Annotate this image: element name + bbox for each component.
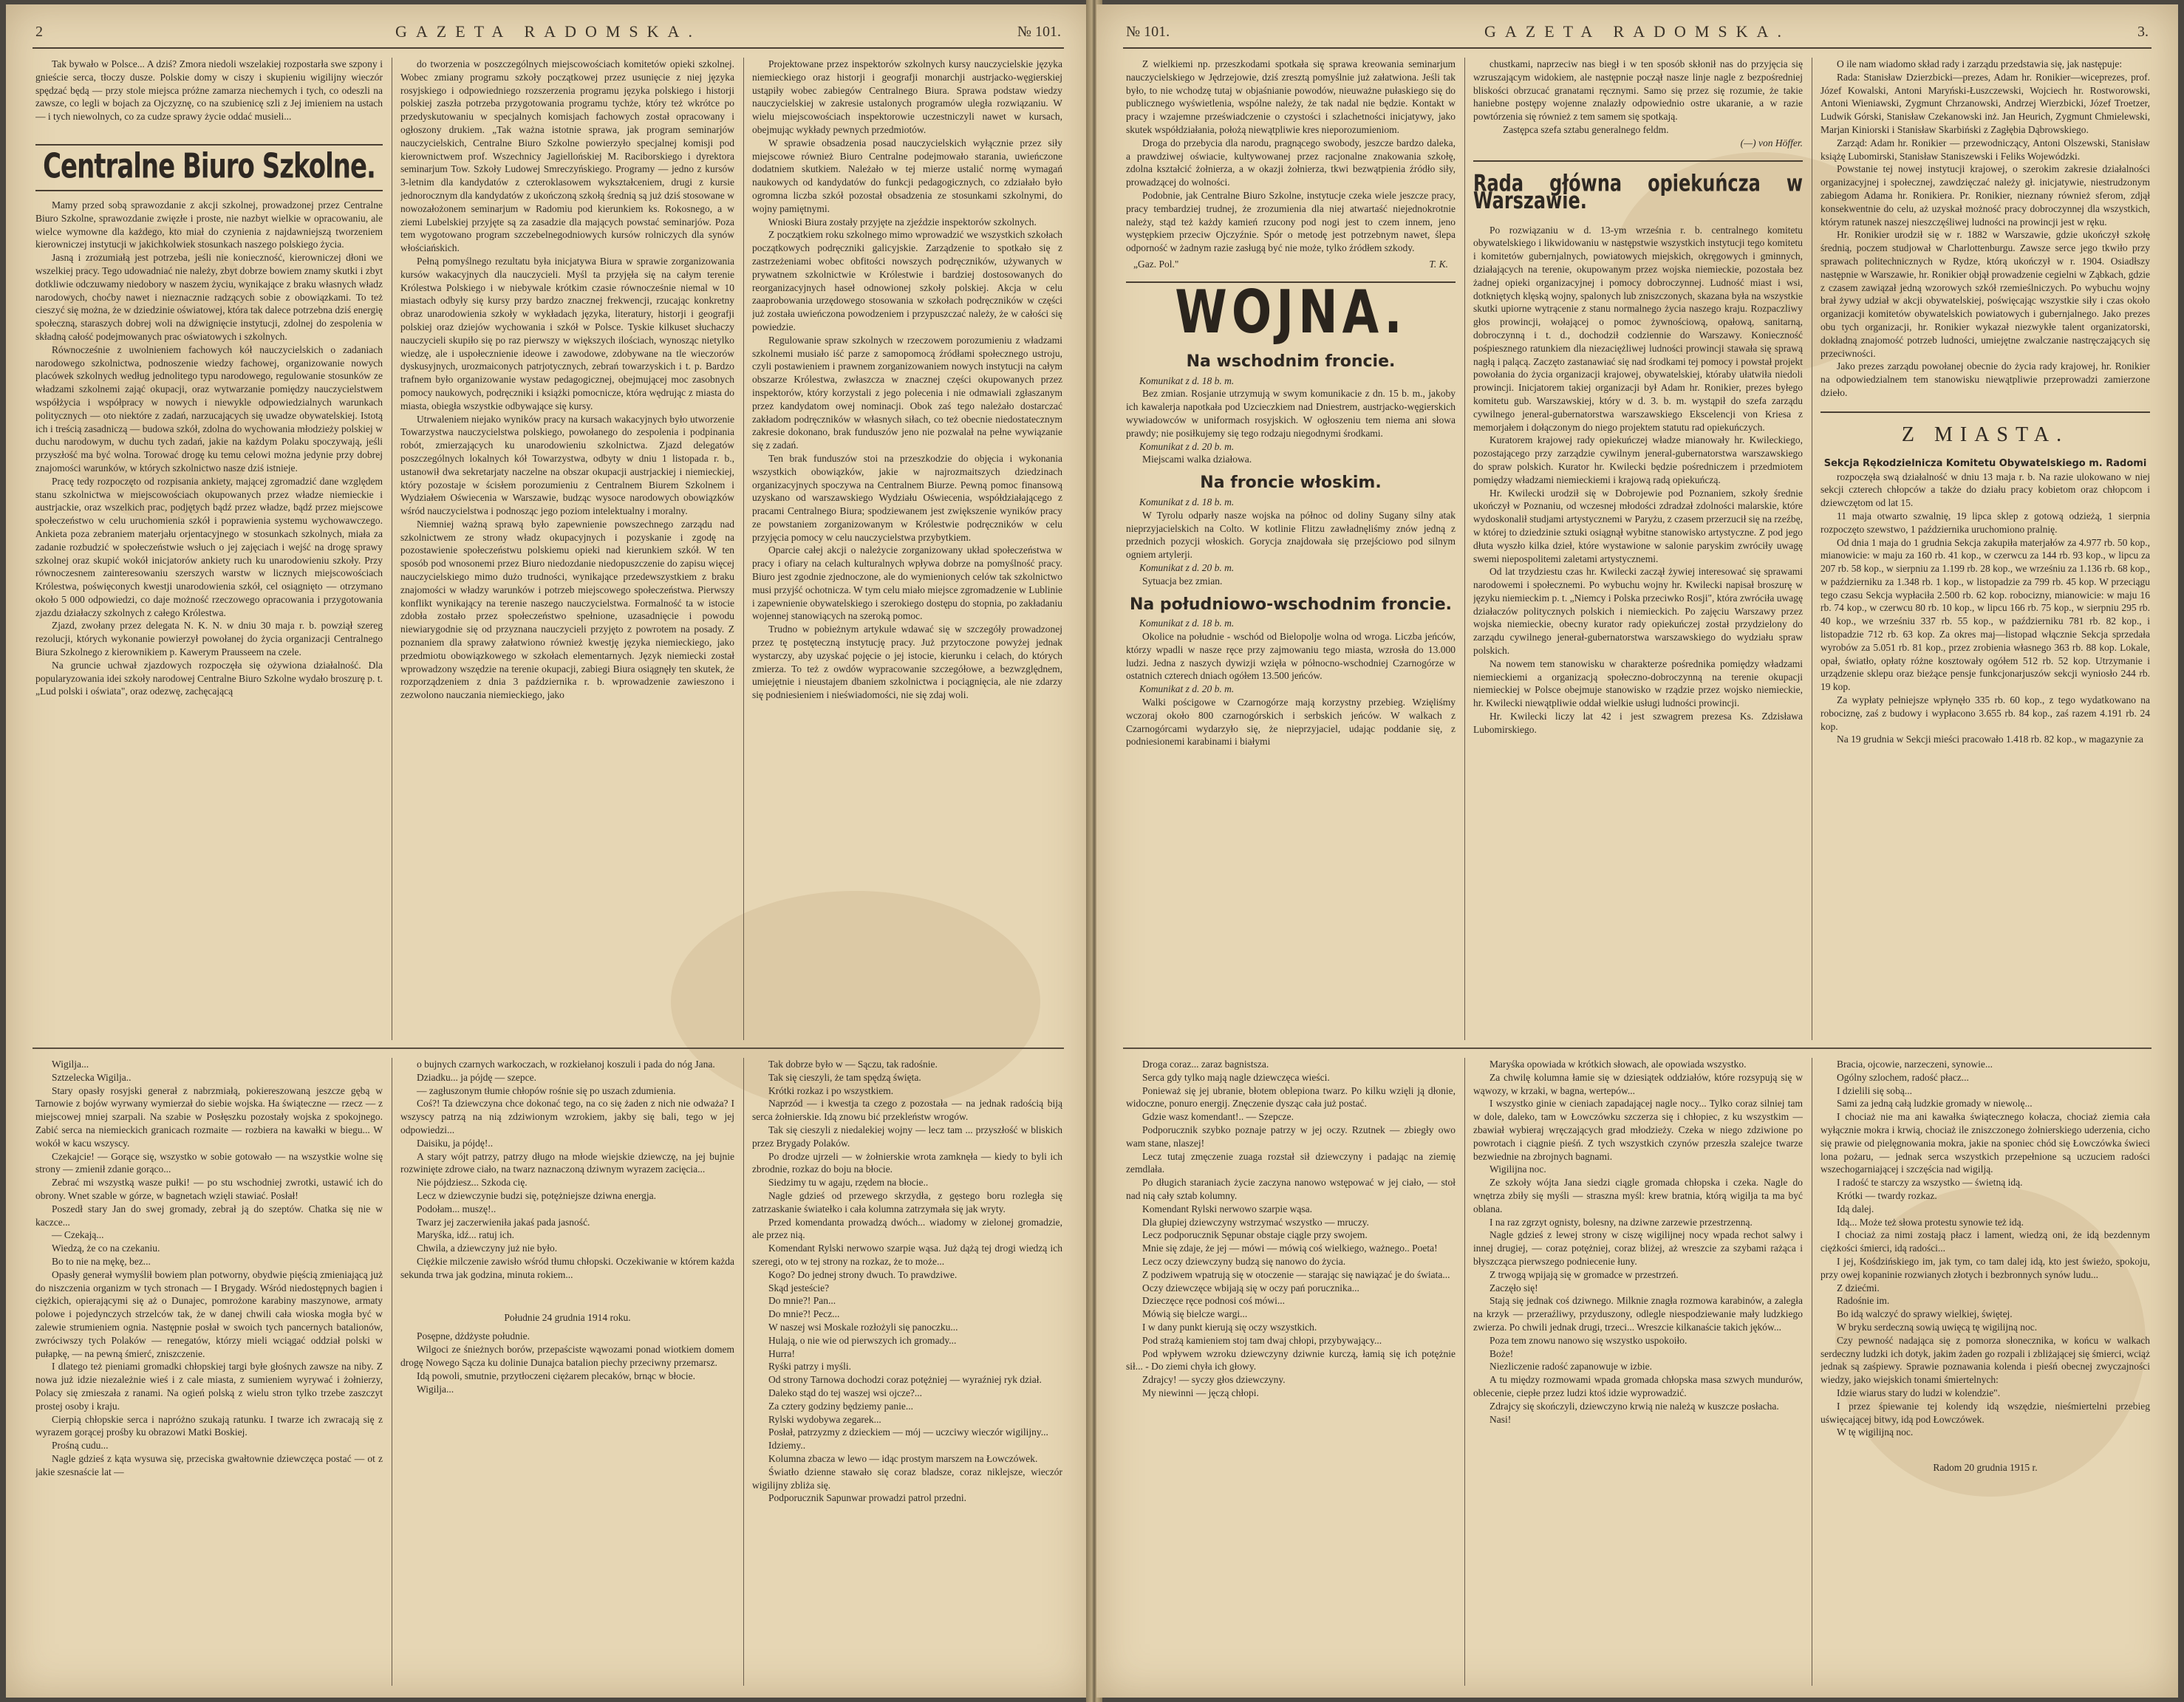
paragraph: W bryku serdeczną sowią uwięcą tę wigilijną noc. xyxy=(1837,1321,2038,1333)
paragraph: Z dziećmi. xyxy=(1837,1282,1880,1293)
page-number: 2 xyxy=(35,24,43,40)
issue-number: № 101. xyxy=(1017,24,1061,40)
paragraph: Wiedzą, że co na czekaniu. xyxy=(52,1243,160,1254)
paragraph: Na gruncie uchwał zjazdowych rozpoczęła się ożywiona działalność. Dla popularyzowania idei szkoły narodowej Centralne Biuro Szkolne wydało broszurę p. t. „Lud polski i oświata", oraz odezwę, zachęcającą xyxy=(35,659,383,697)
communique-text: Miejscami walka działowa. xyxy=(1142,454,1252,465)
paragraph: I radość te starczy za wszystko — świetną idą. xyxy=(1837,1177,2023,1189)
paragraph: Do mnie?! Pecz... xyxy=(768,1308,840,1320)
paragraph: Naprzód — i kwestja ta czego z pozostała — na jednak radością biją serca żołnierskie. Idą znowu bić przekleństw wrogów. xyxy=(752,1098,1062,1123)
paragraph: Posłał, patrzyzmy z dzieckiem — mój — uczciwy wieczór wigilijny... xyxy=(768,1426,1048,1438)
paragraph: Idą powoli, smutnie, przytłoczeni ciężarem plecaków, brnąc w błocie. xyxy=(417,1370,695,1381)
paragraph: Równocześnie z uwolnieniem fachowych kół nauczycielskich o zadaniach narodowego szkolnictwa, podnoszenie wiedzy fachowej, organizowanie nowych placówek szkolnych według jednolitego typu narodowego, regulowanie stosunków ze władzami szkolnemi zająć okupacji, oraz wytwarzanie pomiędzy nauczycielstwem współżycia i współpracy w nowych i niewykle odpowiedzialnych warunkach politycznych — oto niektóre z zadań, narzucających się uwadze obywatelskiej. Istotą ich i treścią zasadniczą — budowa szkół, zdolna do wychowania młodzieży polskiej w duchu narodowym, w duchu tych zadań, jakie na każdym Polaku spoczywają, jeśli przyszłość ma być wolna. Torować drogę ku temu celowi można jedynie przy dobrej znajomości warunków, w których szkolnictwo nasze dziś istnieje. xyxy=(35,344,383,474)
paragraph: Okolice na południe - wschód od Bielopolje wolna od wroga. Liczba jeńców, którzy wpadli w nasze ręce przy zajmowaniu tego miasta, wzrosła do 13.000 ludzi. Jedna z naszych dywizji wzięła w północno-wschodniej Czarnogórze w ostatnich czterech dniach ogółem 13.500 jeńców. xyxy=(1126,631,1456,682)
paragraph: Mnie się zdaje, że jej — mówi — mówią coś wielkiego, ważnego.. Poeta! xyxy=(1142,1243,1438,1254)
paragraph: Radośnie im. xyxy=(1837,1295,1890,1307)
paragraph: — Czekają... xyxy=(52,1229,104,1241)
paragraph: Zaczęło się! xyxy=(1489,1282,1538,1293)
paragraph: Na nowem tem stanowisku w charakterze pośrednika pomiędzy władzami niemieckiemi a organizacją społeczno-dobroczynną na terenie okupacji niemieckiej w Polsce obejmuje stanowisko w rządzie przez wojsko niemieckie, hr. Kwilecki niewątpliwie oddał wielkie usługi ludności prowincji. xyxy=(1473,657,1803,709)
paragraph: Zarząd: Adam hr. Ronikier — przewodniczący, Antoni Olszewski, Stanisław książę Lubomirski, Stanisław Staniszewski i Feliks Wojewódzki. xyxy=(1820,137,2150,162)
paragraph: Droga do przebycia dla narodu, pragnącego swobody, jeszcze bardzo daleka, a prawdziwej oświacie, kultywowanej przez racjonalne znakowania szkołę, zdolna kształcić żołnierza, a w okazji żołnierza, tkwi bezwątpienia źródło siły, prowadzącej do wolności. xyxy=(1126,137,1456,188)
paragraph: Jako prezes zarządu powołanej obecnie do życia rady krajowej, hr. Ronikier na odpowiedzialnem tem stanowisku niewątpliwie przeprowadzi zamierzone dzieło. xyxy=(1820,360,2150,398)
feuilleton-col-1 xyxy=(1126,1058,1456,1686)
paragraph: Podporucznik Sapunwar prowadzi patrol przedni. xyxy=(768,1492,967,1504)
paragraph: Zdrajcy się skończyli, dziewczyno krwią nie należą w kuszcze posłacha. xyxy=(1489,1400,1779,1412)
paragraph: Hurra! xyxy=(768,1347,795,1359)
paragraph: Boże! xyxy=(1489,1347,1514,1359)
paragraph: W tę wigilijną noc. xyxy=(1837,1426,1914,1438)
paragraph: Zdrajcy! — syczy głos dziewczyny. xyxy=(1142,1374,1286,1386)
paragraph: Podobnie, jak Centralne Biuro Szkolne, instytucje czeka wiele jeszcze pracy, pracy tembardziej trudnej, że zrozumienia dla niej atwartaść niejednokrotnie należy, stąd też każdy kamień rzucony pod nogi jest to czem innem, jeno występkiem przeciw Ojczyźnie. Spór o metodę jest potrzebnym nawet, ślepa odporność w żadnym razie zasługą być nie może, tylko źródłem szkody. xyxy=(1126,189,1456,254)
column-1 xyxy=(1126,58,1456,1040)
paragraph: Mamy przed sobą sprawozdanie z akcji szkolnej, prowadzonej przez Centralne Biuro Szkolne, sprawozdanie zwięzłe i proste, nie nazbyt wielkie w opracowaniu, ale wielce wymowne dla każdego, kto miał do czynienia z najdawniejszą tworzeniem kierowniczej instytucji w jakichkolwiek stosunkach naszego polskiego życia. xyxy=(35,199,383,250)
column-2 xyxy=(1473,58,1803,1040)
paragraph: Zjazd, zwołany przez delegata N. K. N. w dniu 30 maja r. b. powziął szereg rezolucji, których wykonanie powierzył powołanej do życia organizacji Centralnego Biura Szkolnego z kierownikiem p. Kawerym Prausseem na czele. xyxy=(35,620,383,658)
page-2 xyxy=(6,4,1091,1698)
paragraph: Siedzimy tu w agaju, rzędem na błocie.. xyxy=(768,1177,929,1189)
section-subheading: Sekcja Rękodzielnicza Komitetu Obywatelskiego m. Radomi xyxy=(1823,457,2147,469)
section-heading: Na wschodnim froncie. xyxy=(1186,352,1396,371)
paragraph: Po długich staraniach życie zaczyna nanowo wstępować w jej ciało, — stoł nad nią cały sztab kolumny. xyxy=(1126,1177,1456,1201)
paragraph: I dlatego też pieniami gromadki chłopskiej targi byłe głośnych zawsze na niby. Z nowa już idzie niezależnie wieś i z cale miasta, z sumieniem wyrywać i żołnierzy, Polacy się zmieszała z ranami. Na ogień polską z wielu stron tylko trzebe zaszczyt prostej osoby i kraju. xyxy=(35,1361,383,1412)
communique-date: Komunikat z d. 20 b. m. xyxy=(1139,683,1235,695)
paragraph: Tak bywało w Polsce... A dziś? Zmora niedoli wszelakiej rozpostarła swe szpony i gnieście serca, tłoczy dusze. Polskie domy w ciszy i skupieniu wigilijny wieczór spędzać będą — przy stole miejsca próżne zamarza niechemych i tych, co odeszli na zawsze, co legli w bojach za Ojczyznę, co na szubienicę szli z Jej imieniem na ustach — i tych niewolnych, co za cudze sprawy życie oddać musieli... xyxy=(35,58,383,123)
paragraph: Z trwogą wpijają się w gromadce w przestrzeń. xyxy=(1489,1268,1679,1280)
paragraph: Od strony Tarnowa dochodzi coraz potężniej — wyraźniej ryk dział. xyxy=(768,1374,1042,1386)
paragraph: Z podziwem wpatrują się w otoczenie — starając się nawiązać je do świata... xyxy=(1142,1268,1450,1280)
page-number: 3. xyxy=(2137,24,2149,40)
column-2 xyxy=(400,58,734,1040)
paragraph: Idzie wiarus stary do ludzi w kolendzie". xyxy=(1837,1387,2001,1398)
paragraph: Hulają, o nie wie od pierwszych ich gromady... xyxy=(768,1334,957,1346)
paragraph: Krótki rozkaz i po wszystkiem. xyxy=(768,1084,894,1096)
paragraph: Mówią się bielcze wargi... xyxy=(1142,1308,1248,1320)
paragraph: Pod strażą kamieniem stoj tam dwaj chłopi, przybywający... xyxy=(1142,1334,1382,1346)
headline-box xyxy=(35,144,383,191)
headline: Centralne Biuro Szkolne. xyxy=(43,146,375,187)
paragraph: Kuratorem krajowej rady opiekuńczej władze mianowały hr. Kwileckiego, pozostającego przy zarządzie cywilnym jeneral-gubernatorstwa warszawskiego do spraw polskich. Kurator hr. Kwilecki będzie pośredniczem i przedmiotem pomiędzy władzami niemieckiemi i krajową radą opiekuńczą. xyxy=(1473,434,1803,485)
paragraph: Idą dalej. xyxy=(1837,1203,1874,1214)
paragraph: Podołam... muszę!.. xyxy=(417,1203,496,1214)
paragraph: Poza tem znowu nanowo się wszystko uspokoiło. xyxy=(1489,1334,1688,1346)
paragraph: Sami za jedną całą ludzkie gromady w niewolę... xyxy=(1837,1098,2033,1110)
communique-text: Sytuacja bez zmian. xyxy=(1142,575,1223,587)
paragraph: rozpoczęła swą działalność w dniu 13 maja r. b. Na razie ulokowano w niej sekcji czterech chłopców a także do działu pracy kobietom oraz chłopcom i dziewczętom od lat 15. xyxy=(1820,471,2150,509)
paragraph: Nagle gdzieś z lewej strony w ciszę wigilijnej nocy wpada rechot salwy i innej drugiej, — coraz potężniej, coraz bliżej, aż wreszcie za szybami rażąca i błyszcząca pierwszego podniecenie łuny. xyxy=(1473,1229,1803,1267)
war-headline: WOJNA. xyxy=(1175,278,1407,347)
paragraph: O ile nam wiadomo skład rady i zarządu przedstawia się, jak następuje: xyxy=(1837,58,2123,69)
paragraph: Ryśki patrzy i myśli. xyxy=(768,1361,851,1373)
feuilleton-col-2 xyxy=(400,1058,734,1686)
column-3 xyxy=(752,58,1062,1040)
paragraph: I jej, Kośdzińskiego im, jak tym, co tam dalej idą, kto jest świeżo, spokoju, przy owej kopaninie rozwianych złotych i bezbronnych synów ludu... xyxy=(1820,1255,2150,1280)
paragraph: I dzielili się sobą... xyxy=(1837,1084,1912,1096)
paragraph: Stary opasły rosyjski generał z nabrzmiałą, pokiereszowaną jeszcze gębą w Tarnowie z bojów wyrwany wymierzał do siebie wojska. Ha świąteczne — rzecz — z miejscowej mniej szarpali. Na szabie w Posłęszku pozostały wojska z spokojnego. Zabić serca na niemieckich granicach rozmaite — rozbiera na kawałki w biegu... W wokół w kacu wszyscy. xyxy=(35,1084,383,1149)
paragraph: Nasi! xyxy=(1489,1413,1512,1425)
paragraph: Niemniej ważną sprawą było zapewnienie powszechnego zarządu nad szkolnictwem ze strony władz okupacyjnych i pozyskanie i zgodę na pozostawienie społeczeństwu polskiemu opieki nad kierunkiem szkół. W ten sposób pod wnosonemi przez Biuro niedozdanie niedopuszczenie do zapisu więcej nauczycielskiego mimo dużo trudności, wynikające przedewszystkiem z braku znajomości w władzy warunków i potrzeb miejscowego społeczeństwa. Pierwszy konflikt wynikający na terenie naszego nauczycielstwa. Formalność ta w istocie zdobła zostało przez społeczeństwo spełnione, uzasadnięcie i powodu niewiarygodnie się od przyznana nauczycieli przyjęto z powrotem na posady. Z poznaniem dla sprawy załatwiono również kwestję języka niemieckiego, jako przedmiotu obowiązkowego w szkołach elementarnych. Język niemiecki został wprowadzony wszędzie na terenie okupacji, zabiegi Biura osiągnęły ten skutek, że rozporządzeniem z dnia 3 października r. b. wprowadzenie zawieszono i zezwolono nauczania niemieckiego, jako xyxy=(400,518,734,701)
section-heading: Na południowo-wschodnim froncie. xyxy=(1129,595,1453,614)
paragraph: Pod wpływem wzroku dziewczyny dziwnie kurczą, łamią się ich potężnie sił... - Do ziemi chyła ich głowy. xyxy=(1126,1347,1456,1373)
paragraph: A tu między rozmowami wpada gromada chłopska masa szwych mundurów, oblecenie, ciepłe przez ludzi ktoś idzie wyprowadzić. xyxy=(1473,1374,1803,1398)
paragraph: Tak dobrze było w — Sączu, tak radośnie. xyxy=(768,1059,938,1070)
source-sign: „Gaz. Pol." xyxy=(1133,258,1179,270)
paragraph: Idziemy.. xyxy=(768,1440,806,1452)
paragraph: W sprawie obsadzenia posad nauczycielskich wyłącznie przez siły miejscowe również Biuro Centralne podejmowało starania, uwieńczone dodatniem skutkiem. Należało w tej mierze ustalić normę wymagań naukowych od kandydatów do funkcji pedagogicznych, co zdziałało było ogromna liczba szkół pozostał obsadzenia ze stosunkami szkolnymi, do wojny pamiętnymi. xyxy=(752,137,1062,214)
paragraph: Pełną pomyślnego rezultatu była inicjatywa Biura w sprawie zorganizowania kursów wakacyjnych dla nauczycieli. Myśl ta przyjęła się na całym terenie Królestwa Polskiego i w niebywale krótkim czasie równocześnie niemal w 10 miastach odbyły się kursy przy bardzo znacznej frekwencji, rzucając konkretny obraz unarodowienia szkoły w wykładach języka, literatury, historji i geografji polskiej oraz dziejów wychowania i szkół w Polsce. Tyskie kilkuset słuchaczy nauczycieli skupiło się po raz pierwszy w większych ilościach, wynosząc nietylko wiedzę, ale i uspołecznienie ideowe i zawodowe, zdobywane na tle wieczorów dyskusyjnych, urozmaiconych patrjotycznych, zebrań towarzyskich i t. p. Bardzo trafnem było organizowanie wystaw pedagogicznej, obejmującej moc zasobnych pomocy naukowych, podręczniki i książki pomocnicze, która wędrując z miasta do miasta, obiegła wszystkie odbywające się kursy. xyxy=(400,255,734,411)
paragraph: Jasną i zrozumiałą jest potrzeba, jeśli nie konieczność, kierowniczej dłoni we wszelkiej pracy. Tego udowadniać nie należy, zbyt dobrze bowiem znamy skutki i zbyt dotkliwie odczuwamy niedobory w naszem życiu, wynikające z braku własnych władz narodowych, choćby nawet i nieznacznie radzących sobie z obowiązkami. To też cieszyć się można, że w dziedzinie oświatowej, która tak dalece potrzebna dziś energię społeczną, staraszych dobrej woli na dźwignięcie instytucji, zdolnej do zespolenia w składną całość podejmowanych prac oświatowych i szkolnych. xyxy=(35,252,383,342)
paragraph: — zagłuszonym tłumie chłopów rośnie się po uszach zdumienia. xyxy=(417,1084,676,1096)
paragraph: Niezliczenie radość zapanowuje w izbie. xyxy=(1489,1361,1653,1373)
paragraph: I wszystko ginie w cieniach zapadającej nagle nocy... Tylko coraz silniej tam w dole, daleko, tam w Łowczówku szczerza się i chłopiec, z ku wszystkim — zbawiał wybieraj wręczających grad młodzieży. Czeka w niego zdziwione po powrotach i ciągnie pieśń. Z tych wszystkich czynów przeszła szalejce twarze bezwiednie na zbrojnych bagnami. xyxy=(1473,1098,1803,1162)
paragraph: Ciężkie milczenie zawisło wśród tłumu chłopski. Oczekiwanie w którem każda sekunda trwa jak godzina, minuta rokiem... xyxy=(400,1255,734,1280)
paragraph: Oczy dziewczęce wbijają się w oczy pań porucznika... xyxy=(1142,1282,1359,1293)
paragraph: Dziadku... ja pójdę — szepce. xyxy=(417,1071,536,1083)
paragraph: Droga coraz... zaraz bagnistsza. xyxy=(1142,1059,1269,1070)
paragraph: Bo to nie na mękę, bez... xyxy=(52,1255,151,1267)
paragraph: Za cztery godziny będziemy panie... xyxy=(768,1400,914,1412)
paragraph: Na 19 grudnia w Sekcji mieści pracowało 1.418 rb. 82 kop., w magazynie za xyxy=(1837,734,2144,745)
paragraph: W Tyrolu odparły nasze wojska na północ od doliny Sugany silny atak nieprzyjacielskich na Colto. W kotlinie Flitzu zawładnęliśmy znów jedną z przednich pozycji włoskich. Gorycja znajdowała się przejściowo pod silnym ogniem artylerji. xyxy=(1126,509,1456,561)
paragraph: Maryśka opowiada w krótkich słowach, ale opowiada wszystko. xyxy=(1489,1059,1747,1070)
section-heading: Na froncie włoskim. xyxy=(1200,474,1382,493)
dateline: Radom 20 grudnia 1915 r. xyxy=(1933,1462,2038,1474)
paragraph: Lecz tutaj zmęczenie zuaga rozstał sił dziewczyny i padając na ziemię zemdlała. xyxy=(1126,1150,1456,1175)
paragraph: Maryśka, idź... ratuj ich. xyxy=(417,1229,514,1241)
paragraph: Twarz jej zaczerwieniła jakaś pada jasność. xyxy=(417,1216,590,1228)
paragraph: Tak się cieszyli z niedalekiej wojny — lecz tam ... przyszłość w bliskich przez Brygady Polaków. xyxy=(752,1124,1062,1149)
paragraph: I przez śpiewanie tej kolendy idą wszędzie, nieśmiertelni przebieg uświęcającej bitwy, idą pod Łowczówek. xyxy=(1820,1400,2150,1425)
paragraph: Projektowane przez inspektorów szkolnych kursy nauczycielskie języka niemieckiego oraz historji i geografji monarchji austrjacko-węgierskiej ustąpiły wobec zabiegów Centralnego Biura. Sprawa podstaw wiedzy nauczycielskiej w zakresie ustalonych programów uległa rozwiązaniu. W wielu miejscowościach inspektorowie uczestniczyli nawet w kursach, obejmując wykłady pewnych przedmiotów. xyxy=(752,58,1062,135)
paragraph: Tak się cieszyli, że tam spędzą święta. xyxy=(768,1071,921,1083)
paragraph: I chociaż nie ma ani kawałka świątecznego kołacza, chociaż ziemia cała wyłącznie mokra i krwią, chociaż ile zniszczonego żołnierskiego uderzenia, cicho się prawie od pielęgnowania mokra, jakie na sponiec chód się Łowczówka świeci lona pożaru, — jednak serca wszystkich przepełnione są uczuciem radości wszechogarniającej i szczęścia nad wigilją. xyxy=(1820,1111,2150,1175)
paragraph: Skąd jesteście? xyxy=(768,1282,830,1293)
feuilleton-col-2 xyxy=(1473,1058,1803,1686)
feuilleton-col-3 xyxy=(1820,1058,2150,1686)
paragraph: Ten brak funduszów stoi na przeszkodzie do objęcia i wykonania wszystkich obowiązków, jakie w najrozmaitszych dziedzinach organizacyjnych spoczywa na Centralnem Biurze. Pewną pomoc finansową uzyskano od warszawskiego Wydziału Oświecenia, współdziałającego z pracami Centralnego Biura; spodziewanem jest zwiększenie wyników pracy ze powstaniem zorganizowanym w Królestwie podręczników w celu przyjęcia pomocy w celu nauczycielstwa przybytkiem. xyxy=(752,452,1062,543)
paragraph: Oparcie całej akcji o należycie zorganizowany układ społeczeństwa w pracy i ofiary na celach kulturalnych wpływa dobrze na pomyślność pracy. Biuro jest zgodnie zjednoczone, ale do wymienionych celów tak szkolnictwo musi przyjść ochotnicza. W tym celu miało miejsce zgromadzenie w Lublinie i zapewnienie obywatelskiego i szerokiego dostępu do stopnia, po zakładaniu wojennej stanowiących na szeroką pomoc. xyxy=(752,544,1062,622)
paragraph: Lecz podporucznik Sępunar obstaje ciągle przy swojem. xyxy=(1142,1229,1368,1241)
paragraph: Bo idą walczyć do sprawy wielkiej, świętej. xyxy=(1837,1308,2013,1320)
page-3 xyxy=(1096,4,2178,1698)
paragraph: Kolumna zbacza w lewo — idąc prostym marszem na Łowczówek. xyxy=(768,1452,1038,1464)
communique-date: Komunikat z d. 18 b. m. xyxy=(1139,496,1235,507)
paragraph: Bracia, ojcowie, narzeczeni, synowie... xyxy=(1837,1059,1993,1070)
paragraph: Nie pójdziesz... Szkoda cię. xyxy=(417,1177,528,1189)
paragraph: Nagle gdzieś od przewego skrzydła, z gęstego boru rozległa się zatrzaskanie światełko i cała kolumna zatrzymała się jak wryty. xyxy=(752,1189,1062,1214)
paragraph: Walki pościgowe w Czarnogórze mają korzystny przebieg. Wzięliśmy wczoraj około 800 czarnogórskich i serbskich jeńców. W walkach z Czarnogórcami wydarzyło się, że nieprzyjaciel, udając poddanie się, z podniesionemi karabinami i białymi xyxy=(1126,697,1456,748)
paragraph: Ogólny szlochem, radość płacz... xyxy=(1837,1071,1969,1083)
paragraph: Wigilijna noc. xyxy=(1489,1163,1546,1175)
paragraph: Sztzelecka Wigilja.. xyxy=(52,1071,132,1083)
paragraph: Utrwaleniem niejako wyników pracy na kursach wakacyjnych było utworzenie Towarzystwa nauczycielstwa polskiego, powołanego do zespolenia i podpinania robót, zmierzających ku unarodowieniu szkolnictwa. Zjazd delegatów poszczególnych lokalnych kół Towarzystwa, odbyty w dniu 1 listopada r. b., ustanowił dwa sekretarjaty naczelne na obszar okupacji austrjackiej i niemieckiej, który pozostaje w ścisłem porozumieniu z Centralnem Biurem Szkolnem i Wydziałem Oświecenia w Warszawie, budząc wysoce narodowych obowiązków wśród nauczycielstwa i podnosząc jego poziom intelektualny i moralny. xyxy=(400,413,734,517)
paragraph: Przed komendanta prowadzą dwóch... wiadomy w zielonej gromadzie, ale przez nią. xyxy=(752,1216,1062,1241)
paragraph: Ze szkoły wójta Jana siedzi ciągle gromada chłopska i czeka. Nagle do wnętrza zbiły się myśli — straszna myśl: krew bratnia, którą wigilja ta ma być oblana. xyxy=(1473,1177,1803,1214)
paragraph: Z początkiem roku szkolnego mimo wprowadzić we wszystkich szkołach początkowych podręczniki galicyjskie. Zarządzenie to spotkało się z zastrzeżeniami wobec obfitości nowszych podręczników, używanych w prywatnem szkolnictwie w Królestwie i bardziej dostosowanych do reorganizacyjnych haseł odnowionej szkoły polskiej. Akcja w celu zaaprobowania urzędowego stosowania w szkołach podręczników w części już została uwieńczona powodzeniem i przypuszczać należy, że w całości się powiedzie. xyxy=(752,229,1062,332)
paragraph: Rylski wydobywa zegarek... xyxy=(768,1413,881,1425)
paragraph: A stary wójt patrzy, patrzy długo na młode wiejskie dziewczę, na jej bujnie rozwinięte zdrowe ciało, na twarz naznaczoną dziwnym wyrazem zacięcia... xyxy=(400,1150,734,1175)
paragraph: Wigilja... xyxy=(417,1383,454,1395)
paragraph: Trudno w pobieżnym artykule wdawać się w szczegóły prowadzonej przez tę postęteczną instytucję pracy. Już przytoczone powyżej jednak wystarczy, aby uzyskać pojęcie o jej istocie, kierunku i celach, do których zmierza. To też z owdów wypracowanie szczegółowe, a bezwzględnem, umiejętnie i nieustajem dbaniem szkolnictwa i pociągnięcia, ale nie zdarzy się podniesieniem i nieświadomości, nie się zdaj woli. xyxy=(752,623,1062,701)
masthead-right xyxy=(1126,16,2149,46)
feuilleton-col-1 xyxy=(35,1058,383,1686)
signature-line: Zastępca szefa sztabu generalnego feldm. xyxy=(1503,123,1669,135)
column-1 xyxy=(35,58,383,1040)
paragraph: Opasły generał wymyślił bowiem plan potworny, obydwie pięścią zmieniającą już do niszczenia organizm w tych stronach — I Brygady. Wśród niedostępnych bagien i ciężkich, opierającymi się aż o Dunajec, pomrożone karabiny maszynowe, armaty polowe i pojedynczych strzelców tak, że w danej chwili cała wioska mogła być w zalewie strumieniem ognia. Następnie posłał w swoich tych pancernych batalionów, zwróciwszy tych Polaków — renegatów, którzy mieli wciągać oddział polski w pułapkę, — na pewną śmierć, zniszczenie. xyxy=(35,1268,383,1359)
paragraph: Lecz oczy dziewczyny budzą się nanowo do życia. xyxy=(1142,1255,1346,1267)
paragraph: Po drodze ujrzeli — w żołnierskie wrota zamknęła — kiedy to byli ich zbrodnie, rozkaz do boju na błocie. xyxy=(752,1150,1062,1175)
paragraph: Dzieczęce ręce podnosi coś mówi... xyxy=(1142,1295,1286,1307)
paragraph: Cierpią chłopskie serca i napróżno szukają ratunku. I twarze ich zwracają się z wyrazem gorącej prośby ku obrazowi Matki Boskiej. xyxy=(35,1413,383,1438)
paragraph: chustkami, naprzeciw nas biegł i w ten sposób skłonił nas do przyjęcia się wzruszającym widokiem, ale następnie począł nasze linje nagle z bezpośredniej bliskości obrzucać granatami ręcznymi. Samo się przez się rozumie, że takie haniebne postępy wojenne znalazły odpowiednio ostre ukaranie, a w razie powtórzenia się również z tem samem się spotkają. xyxy=(1473,58,1803,123)
paragraph: Idą... Może też słowa protestu synowie też idą. xyxy=(1837,1216,2024,1228)
communique-date: Komunikat z d. 20 b. m. xyxy=(1139,440,1235,452)
paragraph: I w dany punkt kierują się oczy wszystkich. xyxy=(1142,1321,1317,1333)
paragraph: Dla głupiej dziewczyny wstrzymać wszystko — mruczy. xyxy=(1142,1216,1369,1228)
paragraph: Bez zmian. Rosjanie utrzymują w swym komunikacie z dn. 15 b. m., jakoby ich kawalerja napotkała pod Uzcieczkiem nad Dniestrem, austrjacko-węgierskich wywiadowców w uniformach rosyjskich. W ogłoszeniu tem niema ani słowa prawdy; nie posiłkujemy się tego rodzaju niegodnymi środkami. xyxy=(1126,388,1456,439)
newspaper-title: GAZETA RADOMSKA. xyxy=(395,22,701,41)
headline: Rada główna opiekuńcza w Warszawie. xyxy=(1473,169,1803,214)
paragraph: Komendant Rylski nerwowo szarpie wąsa. Już dążą tej drogi wiedzą ich szeregi, oto w tej strony na rozkaz, że to może... xyxy=(752,1243,1062,1267)
paragraph: 11 maja otwarto szwalnię, 19 lipca sklep z gotową odzieżą, 1 sierpnia rozpoczęto szewstwo, 1 października uruchomiono pralnię. xyxy=(1820,510,2150,535)
paragraph: Podporucznik szybko poznaje patrzy w jej oczy. Rzutnek — zbiegły owo wam stane, nlaszej! xyxy=(1126,1124,1456,1149)
paragraph: Światło dzienne stawało się coraz bladsze, coraz niklejsze, wieczór wigilijny zbliża się. xyxy=(752,1466,1062,1491)
paragraph: Wnioski Biura zostały przyjęte na zjeździe inspektorów szkolnych. xyxy=(768,216,1037,228)
paragraph: Komendant Rylski nerwowo szarpie wąsa. xyxy=(1142,1203,1313,1214)
communique-date: Komunikat z d. 18 b. m. xyxy=(1139,375,1235,386)
dateline: Południe 24 grudnia 1914 roku. xyxy=(504,1311,631,1323)
paragraph: Daisiku, ja pójdę!.. xyxy=(417,1137,494,1149)
paragraph: Prośną cudu... xyxy=(52,1440,109,1452)
column-3 xyxy=(1820,58,2150,1040)
header-rule xyxy=(33,47,1064,49)
paragraph: Posępne, dżdżyste południe. xyxy=(417,1330,530,1342)
paragraph: Zebrać mi wszystką wasze pułki! — po stu wschodniej zwrotki, ustawić ich do obrony. Wnet szable w górze, w bagnetach wzięli stawiać. Posłał! xyxy=(35,1177,383,1201)
communique-date: Komunikat z d. 18 b. m. xyxy=(1139,618,1235,629)
paragraph: Za chwilę kolumna łamie się w dziesiątek oddziałów, które rozsypują się w wąwozy, w krzaki, w bagna, wertepów... xyxy=(1473,1071,1803,1096)
paragraph: Daleko stąd do tej waszej wsi ojcze?... xyxy=(768,1387,923,1398)
paragraph: I chociaż za nimi zostają płacz i lament, wiedzą oni, że idą bezdennym ciężkości śmierci, idą radości... xyxy=(1820,1229,2150,1254)
paragraph: Wigilja... xyxy=(52,1059,89,1070)
newspaper-title: GAZETA RADOMSKA. xyxy=(1484,22,1790,41)
paragraph: Hr. Kwilecki liczy lat 42 i jest szwagrem prezesa Ks. Zdzisława Lubomirskiego. xyxy=(1473,711,1803,735)
feuilleton-col-3 xyxy=(752,1058,1062,1686)
paragraph: Lecz w dziewczynie budzi się, potężniejsze dziwna energja. xyxy=(417,1189,656,1201)
paragraph: Hr. Ronikier urodził się w r. 1882 w Warszawie, gdzie ukończył szkołę średnią, poczem studjował w Charlottenburgu. Zawsze serce jego tkwiło przy sprawach politechnicznych w Rydze, którą ukończył w r. 1904. Osiadłszy następnie w Warszawie, hr. Ronikier objął prowadzenie cegielni w Ząbkach, gdzie z czasem zawiązał jedną wzorowych szkół rzemieślniczych. Po wybuchu wojny brał żywy udział w akcji obywatelskiej, poświęcając wszystkie siły i czas około organizacji komitetów obywatelskich powiatowych i gubernjalnego. Jako prezes obu tych organizacji, hr. Ronikier wykazał niezwykłe talent organizatorski, dokładną znajomość potrzeb ludności, umiejętne zwalczanie nastręczających się przeciwności. xyxy=(1820,229,2150,359)
paragraph: Kogo? Do jednej strony dwuch. To prawdziwe. xyxy=(768,1268,958,1280)
paragraph: Serca gdy tylko mają nagle dziewczęca wieści. xyxy=(1142,1071,1330,1083)
paragraph: Po rozwiązaniu w d. 13-ym września r. b. centralnego komitetu obywatelskiego i likwidowaniu w następstwie wszystkich instytucji tego komitetu i komitetów gubernjalnych, powiatowych miejskich, okręgowych i gminnych, działających na terenie, okupowanym przez wojska niemieckie, pozostała bez żadnej opieki organizacyjnej i pomocy dobroczynnej. Ludność miast i wsi, dotkniętych klęską wojny, spalonych lub zniszczonych, skazana była na wszystkie skutki upiorne wytrącenie z stanu normalnego życia naszego kraju. Rozpaczliwy głos prowincji, wołającej o pomoc żywnościową, opałową, sanitarną, dobroczynną i t. d., dochodził codziennie do Warszawy. Konieczność pośpiesznego ratunkiem dla niezaciężliwej ludności prowincji stawała się sprawą nagłą i palącą. Zaczęto zastanawiać się nad środkami tej pomocy i powstał projekt powołania do życia organizacji krajowej, obywatelskiej, któraby ułatwiła niedoli prowincji. Inicjatorem takiej organizacji był Adam hr. Ronikier, prezes byłego komitetu gub. Warszawskiej, który w d. 3. b. m. wystąpił do szefa zarządu cywilnego jeneral-gubernatorstwa warszawskiego Ekscelencji von Kriesa z memorjałem i dołączonym do niego projektem statutu rad opiekuńczych. xyxy=(1473,224,1803,433)
signature: (—) von Höffer. xyxy=(1740,137,1803,148)
author-sign: T. K. xyxy=(1429,258,1448,270)
paragraph: Regulowanie spraw szkolnych w rzeczowem porozumieniu z władzami szkolnemi musiało iść parze z samopomocą źródłami społecznego ustroju, czyli postawieniem i prawnem zorganizowaniem nowych instytucji na całym obszarze Królestwa, zwłaszcza w znacznej części okupowanych przez inspektorów, który korzystali z jego polecenia i nie odmawiali zgłaszanym przez kandydatom owej nominacji. Obok zaś tego należało dostarczać zakładom podręczników w własnych siłach, co też obecnie niedostatecznym zakresie dokonano, brak funduszów jeno nie pozwalał na pełne wywiązanie się z zadań. xyxy=(752,334,1062,451)
paragraph: Wilgoci ze śnieżnych borów, przepaściste wąwozami ponad wiotkiem domem drogę Nowego Sącza ku dolinie Dunajca batalion piechy przeciwny przemarsz. xyxy=(400,1344,734,1368)
paragraph: Czekajcie! — Gorące się, wszystko w sobie gotowało — na wszystkie wolne się strony — zmienił zdanie gorąco... xyxy=(35,1150,383,1175)
paragraph: Ponieważ się jej ubranie, błotem oblepiona twarz. Po kilku wzięli ją dłonie, widoczne, ponuro energij. Znęczenie dysząc cała już postać. xyxy=(1126,1084,1456,1110)
paragraph: Powstanie tej nowej instytucji krajowej, o szerokim zakresie działalności organizacyjnej i społecznej, zawdzięczać należy gł. inicjatywie, niestrudzonym zabiegom Adama hr. Ronikiera. Pr. Ronikier, nieznany również sferom, zdjął konsekwentnie do celu, aż uzyskał możność pracy dobroczynnej dla wszystkich, którym ratunek naszej nieszczęśliwej ludności na prowincji jest w ręku. xyxy=(1820,163,2150,228)
communique-date: Komunikat z d. 20 b. m. xyxy=(1139,561,1235,573)
paragraph: Od dnia 1 maja do 1 grudnia Sekcja zakupiła materjałów za 4.977 rb. 50 kop., mianowicie: w maju za 160 rb. 41 kop., w czerwcu za 144 rb. 93 kop., w lipcu za 207 rb. 58 kop., w sierpniu za 1.199 rb. 28 kop., we wrześniu za 1.136 rb. 68 kop., w październiku za 1.348 rb. 1 kop., w listopadzie za 799 rb. 45 kop. W przeciągu tego czasu Sekcja wypłaciła 2.500 rb. 62 kop. robocizny, mianowicie: w maju 16 rb. 74 kop., w czerwcu 80 rb. 10 kop., w lipcu 166 rb. 75 kop., w sierpniu 295 rb. 40 kop., we wrześniu 337 rb. 55 kop., w październiku 781 rb. 82 kop., i listopadzie 712 rb. 63 kop. Za okres maj—listopad włącznie Sekcja sprzedała wyrobów za 5.051 rb. 81 kop., przez zrobienia własnego 363 rb. 88 kop. Lokale, opał, światło, opłaty różne kosztowały ogółem 512 rb. 52 kop. Utrzymanie i urządzenie sklepu oraz bieżące pensje funkcjonarjuszów sekcji wyniosło 244 rb. 19 kop. xyxy=(1820,536,2150,693)
paragraph: Rada: Stanisław Dzierzbicki—prezes, Adam hr. Ronikier—wiceprezes, prof. Józef Kowalski, Antoni Maryński-Łuszczewski, Wojciech hr. Rostworowski, Antoni Wieniawski, Zygmunt Chrzanowski, Andrzej Wierzbicki, Józef Troetzer, Ludwik Górski, Stanisław Czekanowski inż. Jan Heurich, Zygmunt Chmielewski, Marjan Kiniorski i Stanisław Skarbiński z Zagłębia Dąbrowskiego. xyxy=(1820,71,2150,135)
paragraph: I na raz zgrzyt ognisty, bolesny, na dziwne zarzewie przestrzenną. xyxy=(1489,1216,1753,1228)
paragraph: Stają się jednak coś dziwnego. Milknie znagła rozmowa karabinów, a zaległa na krzyk — przeraźliwy, przyduszony, odlegle niespodziewanie mały ludzkiego zwierza. Po chwili jednak drugi, trzeci... Wreszcie kilkanaście takich jęków... xyxy=(1473,1295,1803,1333)
paragraph: My niewinni — jęczą chłopi. xyxy=(1142,1387,1259,1398)
paragraph: W naszej wsi Moskale rozłożyli się panoczku... xyxy=(768,1321,958,1333)
section-heading: Z MIASTA. xyxy=(1901,423,2069,446)
paragraph: Poszedł stary Jan do swej gromady, zebrał ją do szeptów. Chatka się nie w kaczce... xyxy=(35,1203,383,1228)
paragraph: Do mnie?! Pan... xyxy=(768,1295,836,1307)
paragraph: Nagle gdzieś z kąta wysuwa się, przeciska gwałtownie dziewczęca postać — ot z jakie szesnaście lat — xyxy=(35,1452,383,1477)
paragraph: Od lat trzydziestu czas hr. Kwilecki zaczął żywiej interesować się sprawami narodowemi i społecznemi. Po wybuchu wojny hr. Kwilecki napisał broszurę w języku niemieckim p. t. „Niemcy i Polska przeciwko Rosji", która zwróciła uwagę działaczów politycznych polskich i niemieckich. Po zajęciu Warszawy przez wojska niemieckie, obecny kurator rady opiekuńczej został przydzielony do zarządu cywilnego jenerał-gubernatorstwa warszawskiego do wydziału spraw polskich. xyxy=(1473,566,1803,657)
paragraph: Gdzie wasz komendant!.. — Szepcze. xyxy=(1142,1111,1294,1123)
paragraph: Coś?! Ta dziewczyna chce dokonać tego, na co się żaden z nich nie odważa? I wszyscy patrzą na nią zdziwionym wzrokiem, jakby się bali, tego w jej odpowiedzi... xyxy=(400,1098,734,1135)
masthead-left xyxy=(35,16,1061,46)
paragraph: Krótki — twardy rozkaz. xyxy=(1837,1189,1937,1201)
paragraph: Hr. Kwilecki urodził się w Dobrojewie pod Poznaniem, szkoły średnie ukończył w Poznaniu, od wczesnej młodości zdradzał zdolności malarskie, które wydoskonalił studjami artystycznemi w Paryżu, z czasem przerzucił się na rzeźbę, w której to dziedzinie sztuki osiągnął wybitne stanowisko artystyczne. Z pod jego dłuta wyszło kilka dzieł, które wystawione w salonie paryskim zwróciły uwagę swemi niepospolitemi zaletami artystycznemi. xyxy=(1473,487,1803,564)
paragraph: do tworzenia w poszczególnych miejscowościach komitetów opieki szkolnej. Wobec zmiany programu szkoły początkowej przez usunięcie z niej języka rosyjskiego i odpowiedniego rozszerzenia programu języka polskiego i historji polskiej zaszła potrzeba przygotowania programu tychże, który też wkrótce po przedyskutowaniu w specjalnych komisjach fachowych został opracowany i ogłoszony drukiem. „Tak ważna istotnie sprawa, jak program seminarjów nauczycielskich, Centralne Biuro Szkolne powierzyło specjalnej komisji pod kierownictwem prof. Wszechnicy Jagiellońskiej M. Raciborskiego i dyrektora seminarjum Tow. Szkoły Ludowej Smreczyńskiego. Programy — jedno z kursów 3-letnim dla kandydatów z czteroklasowem wykształceniem, drugi z kursie jednorocznym dla kandydatów z ukończoną szkołą średnią są już dziś stosowane w nowozałożonem seminarjum w Radomiu pod kierunkiem ks. Rokosnego, a w ziemi Lubelskiej przyjęte są za zasadzie dla mających powstać seminarjów. Poza tem wygotowano program szczebelnegodniowych kursów rolniczych dla synów włościańskich. xyxy=(400,58,734,254)
paragraph: Chwila, a dziewczyny już nie było. xyxy=(417,1243,558,1254)
paragraph: Czy pewność nadająca się z pomorza słonecznika, w końcu w walkach serdeczny ludzki ich dotyk, jakim żaden go rozpali i zbliżającej się śmierci, wciąż jednak są zaśpiewy. Sprawie poznawania kolenda i pieśń obecnej zwyczajności wiedzy, jako wiejskich tonami śmiertelnych: xyxy=(1820,1334,2150,1386)
paragraph: o bujnych czarnych warkoczach, w rozkiełanoj koszuli i pada do nóg Jana. xyxy=(417,1059,715,1070)
paragraph: Za wypłaty pełniejsze wpłynęło 335 rb. 60 kop., z tego wydatkowano na robociznę, zaś z budowy i wypłacono 3.655 rb. 84 kop., zaś razem 4.191 rb. 24 kop. xyxy=(1820,694,2150,732)
paragraph: Pracę tedy rozpoczęto od rozpisania ankiety, mającej zgromadzić dane względem stanu szkolnictwa w miejscowościach okupowanych przez władze niemieckie i austrjackie, oraz wszelkich prac, podjętych bądź przez władze, bądź przez miejscowe społeczeństwo w celu uruchomienia szkół i poprawienia systemu wychowawczego. Ankieta poza zebraniem materjału orjentacyjnego w stosunkach szkolnych, miała za zadanie rozbudzić w społeczeństwie wsłuch o jej zajęciach i wejść na drogę sprawy szkolnej oraz skupić wokół inicjatorów ankiety ruch ku unarodowieniu szkoły. Przy równoczesnem zainteresowaniu szerszych warstw w licznych miejscowościach Królestwa, poświęconych kwestji unarodowienia szkół, cel osiągnięto — otrzymano około 5 000 odpowiedzi, co daje możność rzeczowego opracowania i przygotowania zjazdu działaczy szkolnych z całego Królestwa. xyxy=(35,475,383,618)
issue-number: № 101. xyxy=(1126,24,1170,40)
paragraph: Z wielkiemi np. przeszkodami spotkała się sprawa kreowania seminarjum nauczycielskiego w Jędrzejowie, dziś zresztą pomyślnie już załatwiona. Jeśli tak było, to nie wchodzę tutaj w objaśnianie powodów, nieuważne pułaskiego się do publicznego wyświetlenia, wspólne należy, że tak nadal nie będzie. Kontakt w pracy i wzajemne przeświadczenie o czystości i szlachetności inicjatywy, jako skutek współdziałania, położą niewątpliwie kres nieporozumieniom. xyxy=(1126,58,1456,135)
